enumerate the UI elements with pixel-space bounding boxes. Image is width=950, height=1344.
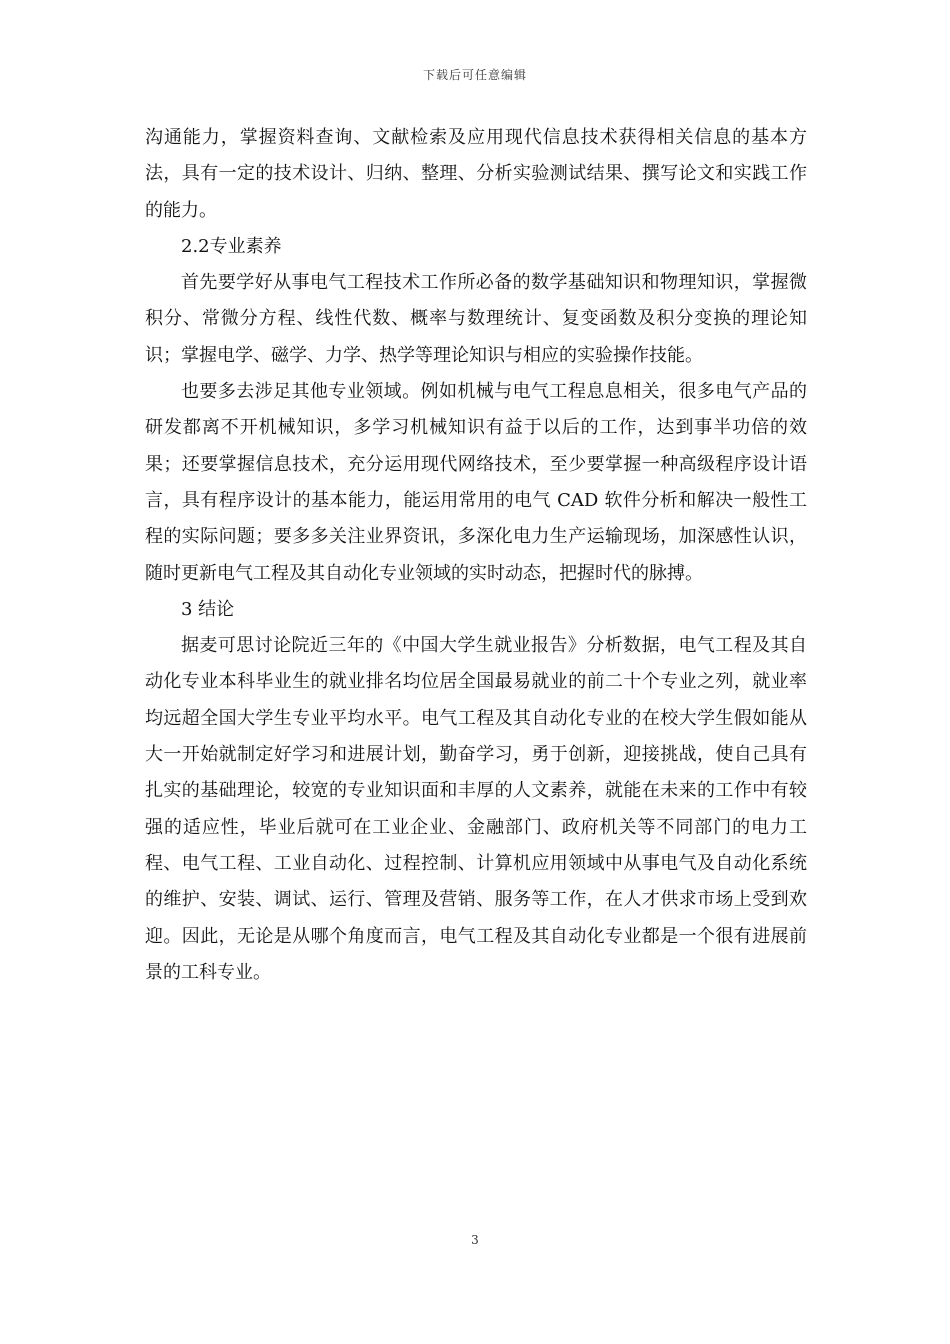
section-heading-3: 3 结论 [181, 598, 235, 620]
document-body [145, 120, 807, 991]
paragraph-conclusion: 据麦可思讨论院近三年的《中国大学生就业报告》分析数据，电气工程及其自动化专业本科毕业生的就业排名均位居全国最易就业的前二十个专业之列，就业率均远超全国大学生专业平均水平。电气工程及其自动化专业的在校大学生假如能从大一开始就制定好学习和进展计划，勤奋学习，勇于创新，迎接挑战，使自己具有扎实的基础理论，较宽的专业知识面和丰厚的人文素养，就能在未来的工作中有较强的适应性，毕业后就可在工业企业、金融部门、政府机关等不同部门的电力工程、电气工程、工业自动化、过程控制、计算机应用领域中从事电气及自动化系统的维护、安装、调试、运行、管理及营销、服务等工作，在人才供求市场上受到欢迎。因此，无论是从哪个角度而言，电气工程及其自动化专业都是一个很有进展前景的工科专业。 [145, 635, 807, 983]
paragraph-continued: 沟通能力，掌握资料查询、文献检索及应用现代信息技术获得相关信息的基本方法，具有一定的技术设计、归纳、整理、分析实验测试结果、撰写论文和实践工作的能力。 [145, 127, 807, 221]
page-header: 下载后可任意编辑 [422, 68, 527, 82]
paragraph-math-physics: 首先要学好从事电气工程技术工作所必备的数学基础知识和物理知识，掌握微积分、常微分方程、线性代数、概率与数理统计、复变函数及积分变换的理论知识；掌握电学、磁学、力学、热学等理论知识与相应的实验操作技能。 [145, 272, 807, 366]
paragraph-other-fields: 也要多去涉足其他专业领域。例如机械与电气工程息息相关，很多电气产品的研发都离不开机械知识，多学习机械知识有益于以后的工作，达到事半功倍的效果；还要掌握信息技术，充分运用现代网络技术，至少要掌握一种高级程序设计语言，具有程序设计的基本能力，能运用常用的电气 CAD 软件分析和解决一般性工程的实际问题；要多多关注业界资讯，多深化电力生产运输现场，加深感性认识，随时更新电气工程及其自动化专业领域的实时动态，把握时代的脉搏。 [145, 381, 807, 584]
page-number: 3 [471, 1233, 479, 1247]
section-heading-2-2: 2.2专业素养 [181, 235, 282, 257]
